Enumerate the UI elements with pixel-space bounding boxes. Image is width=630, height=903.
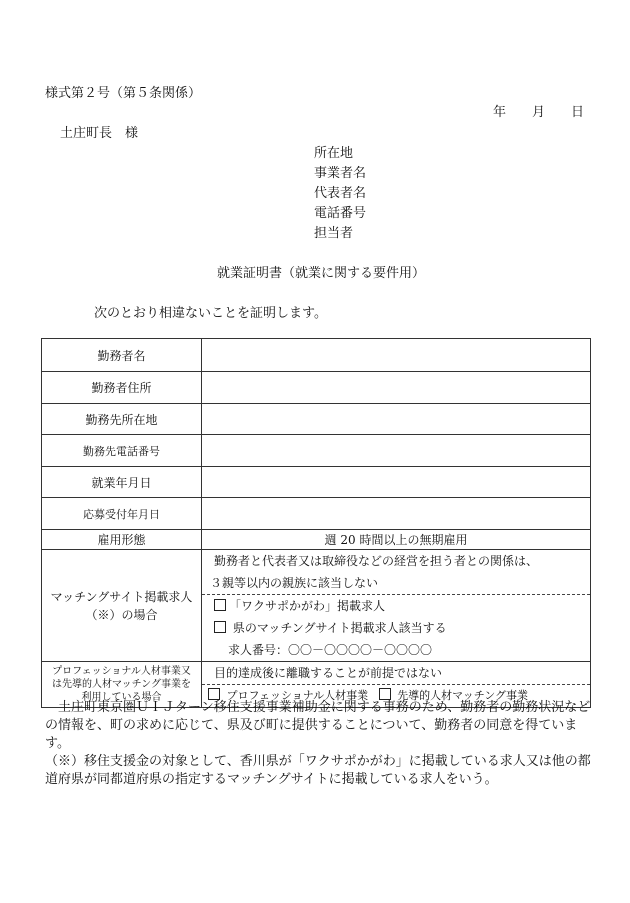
workplace-address-field[interactable] (202, 404, 591, 435)
table-row (42, 372, 591, 404)
pro-line1: 目的達成後に離職することが前提ではない (214, 666, 443, 680)
pro-option2-label: 先導的人材マッチング事業 (397, 689, 528, 702)
footer-consent: 土庄町東京圏ＵＩＪターン移住支援事業補助金に関する事務のため、勤務者の勤務状況などの情報を、町の求めに応じて、県及び町に提供することについて、勤務者の同意を得ています。 (45, 700, 591, 751)
matching-option-wakusapo[interactable] (202, 594, 590, 617)
label-professional-talent: プロフェッショナル人材事業又は先導的人材マッチング事業を利用している場合 (42, 662, 202, 708)
employment-type-value: 週 20 時間以上の無期雇用 (202, 530, 591, 550)
matching-site-cell (202, 550, 591, 662)
intro-text: 次のとおり相違ないことを証明します。 (94, 306, 327, 321)
matching-line1: 勤務者と代表者又は取締役などの経営を担う者との関係は、 (214, 554, 539, 568)
label-worker-name: 勤務者名 (42, 339, 202, 372)
worker-address-field[interactable] (202, 372, 591, 404)
table-row (42, 550, 591, 662)
table-row (42, 467, 591, 498)
employment-date-field[interactable] (202, 467, 591, 498)
matching-option-wakusapo-label: 「ワクサポかがわ」掲載求人 (229, 599, 386, 613)
label-application-date: 応募受付年月日 (42, 498, 202, 530)
label-employment-type: 雇用形態 (42, 530, 202, 550)
table-row (42, 404, 591, 435)
matching-option-prefecture-label: 県のマッチングサイト掲載求人該当する (232, 621, 447, 635)
document-title: 就業証明書（就業に関する要件用） (217, 266, 426, 281)
date-label: 年 月 日 (493, 105, 585, 120)
table-row (42, 498, 591, 530)
checkbox-icon[interactable] (214, 599, 226, 611)
applicant-field-contact: 担当者 (314, 226, 354, 241)
table-row (42, 339, 591, 372)
certificate-table (41, 338, 591, 708)
label-workplace-phone: 勤務先電話番号 (42, 435, 202, 467)
applicant-field-phone: 電話番号 (314, 206, 367, 221)
matching-option-prefecture[interactable] (202, 617, 590, 639)
matching-line2: ３親等以内の親族に該当しない (210, 576, 379, 590)
applicant-field-representative: 代表者名 (314, 186, 367, 201)
label-workplace-address: 勤務先所在地 (42, 404, 202, 435)
checkbox-icon[interactable] (214, 621, 226, 633)
form-number: 様式第２号（第５条関係） (45, 86, 202, 101)
table-row (42, 530, 591, 550)
applicant-field-company: 事業者名 (314, 166, 367, 181)
worker-name-field[interactable] (202, 339, 591, 372)
addressee: 土庄町長 様 (60, 126, 139, 141)
table-row (42, 435, 591, 467)
label-employment-date: 就業年月日 (42, 467, 202, 498)
label-worker-address: 勤務者住所 (42, 372, 202, 404)
footer-note: （※）移住支援金の対象として、香川県が「ワクサポかがわ」に掲載している求人又は他の都道府県が同都道府県の指定するマッチングサイトに掲載している求人をいう。 (45, 754, 591, 787)
application-date-field[interactable] (202, 498, 591, 530)
job-number: 求人番号：〇〇－〇〇〇〇－〇〇〇〇 (228, 643, 433, 657)
workplace-phone-field[interactable] (202, 435, 591, 467)
applicant-field-address: 所在地 (314, 146, 354, 161)
label-matching-site: マッチングサイト掲載求人（※）の場合 (42, 550, 202, 662)
pro-option1-label: プロフェッショナル人材事業 (226, 689, 369, 702)
